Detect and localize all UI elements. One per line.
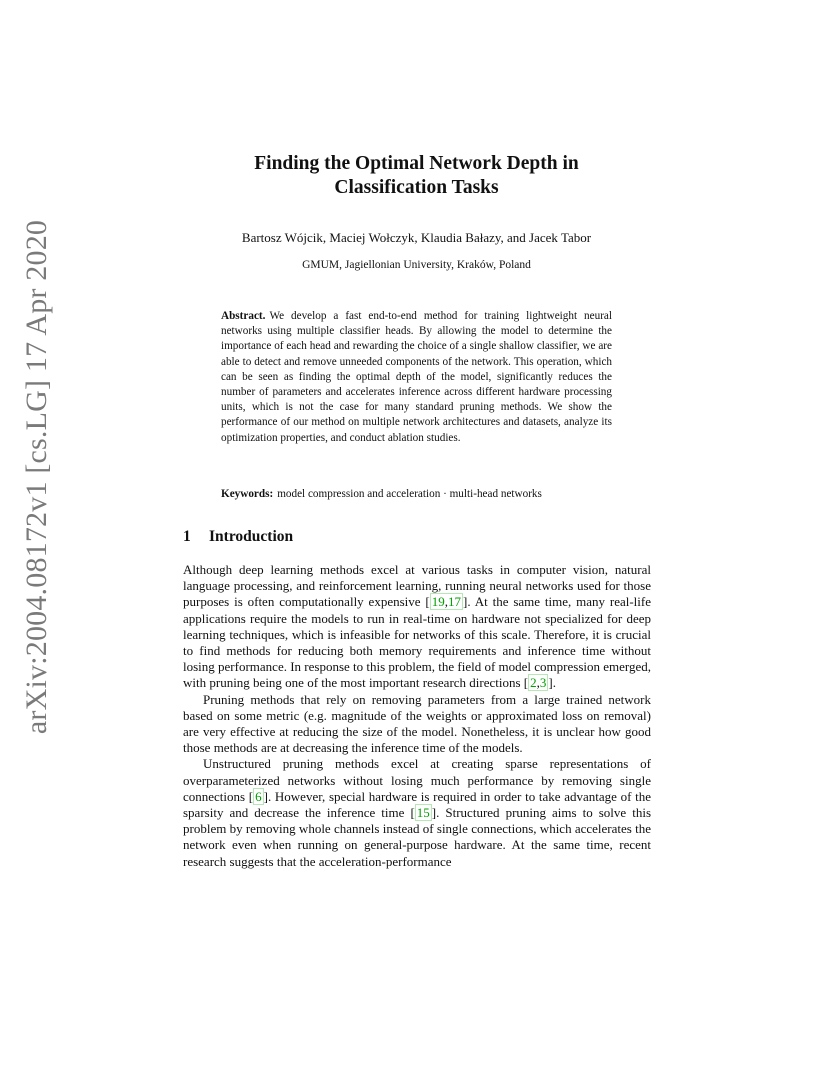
section-body: [183, 562, 651, 870]
citation-group[interactable]: [430, 593, 463, 610]
paragraph-text: ]. However, special hardware is required in order to take advantage of the sparsity and decrease the inference time [: [183, 788, 652, 821]
citation-link[interactable]: 15: [416, 805, 430, 821]
paragraph-text: Although deep learning methods excel at various tasks in computer vision, natural language processing, and reinforcement learning, running neural networks used for those purposes is often computationally expensive [: [183, 562, 651, 610]
arxiv-identifier-stamp: arXiv:2004.08172v1 [cs.LG] 17 Apr 2020: [20, 219, 53, 735]
citation-link[interactable]: 17: [447, 594, 461, 610]
citation-group[interactable]: [528, 674, 548, 691]
section-heading: [183, 528, 293, 546]
paragraph-2: Pruning methods that rely on removing parameters from a large trained network based on some metric (e.g. magnitude of the weights or approximated loss on removal) are very effective at reducing the size of the model. Nonetheless, it is unclear how good those methods are at decreasing the inference time of the models.: [183, 691, 651, 756]
keywords: [221, 487, 621, 502]
paragraph-3: [183, 756, 651, 869]
keywords-text: model compression and acceleration · multi-head networks: [277, 488, 542, 500]
keywords-label: Keywords:: [221, 488, 274, 500]
citation-separator: ,: [536, 675, 540, 691]
section-number: 1: [183, 528, 191, 545]
citation-link[interactable]: 19: [431, 594, 445, 610]
title-line-1: Finding the Optimal Network Depth in: [254, 153, 579, 174]
citation-separator: ,: [444, 594, 448, 610]
citation-link[interactable]: 6: [255, 788, 262, 804]
paragraph-text: ].: [548, 675, 556, 691]
abstract: [221, 309, 612, 446]
paragraph-1: [183, 562, 651, 692]
paragraph-text: ]. At the same time, many real-life applications require the models to run in real-time on hardware not specialized for deep learning techniques, which is infeasible for networks of this scale. Therefore, it is crucial to find methods for reducing both memory requirements and inference time without losing performance. In response to this problem, the field of model compression emerged, with pruning being one of the most important research directions [: [183, 594, 652, 691]
paragraph-text: ]. Structured pruning aims to solve this problem by removing whole channels instead of single connections, which accelerates the network even when running on general-purpose hardware. At the same time, recent research suggests that the acceleration-performance: [183, 805, 651, 869]
abstract-text: We develop a fast end-to-end method for training lightweight neural networks using multiple classifier heads. By allowing the model to determine the importance of each head and rewarding the choice of a single shallow classifier, we are able to detect and remove unneeded components of the network. This operation, which can be seen as finding the optimal depth of the model, significantly reduces the number of parameters and accelerates inference across different hardware processing units, which is not the case for many standard pruning methods. We show the performance of our method on multiple network architectures and datasets, analyze its optimization properties, and conduct ablation studies.: [221, 310, 612, 444]
paragraph-text: Unstructured pruning methods excel at creating sparse representations of overparameterized networks without losing much performance by removing single connections [: [183, 756, 651, 804]
affiliation: GMUM, Jagiellonian University, Kraków, Poland: [302, 259, 531, 271]
citation-link[interactable]: 3: [539, 675, 547, 691]
author-list: Bartosz Wójcik, Maciej Wołczyk, Klaudia Bałazy, and Jacek Tabor: [241, 230, 592, 245]
citation-link[interactable]: 2: [530, 675, 537, 691]
title-line-2: Classification Tasks: [334, 177, 499, 198]
abstract-label: Abstract.: [221, 310, 266, 322]
section-title: Introduction: [209, 528, 294, 545]
paper-title: [183, 152, 650, 200]
